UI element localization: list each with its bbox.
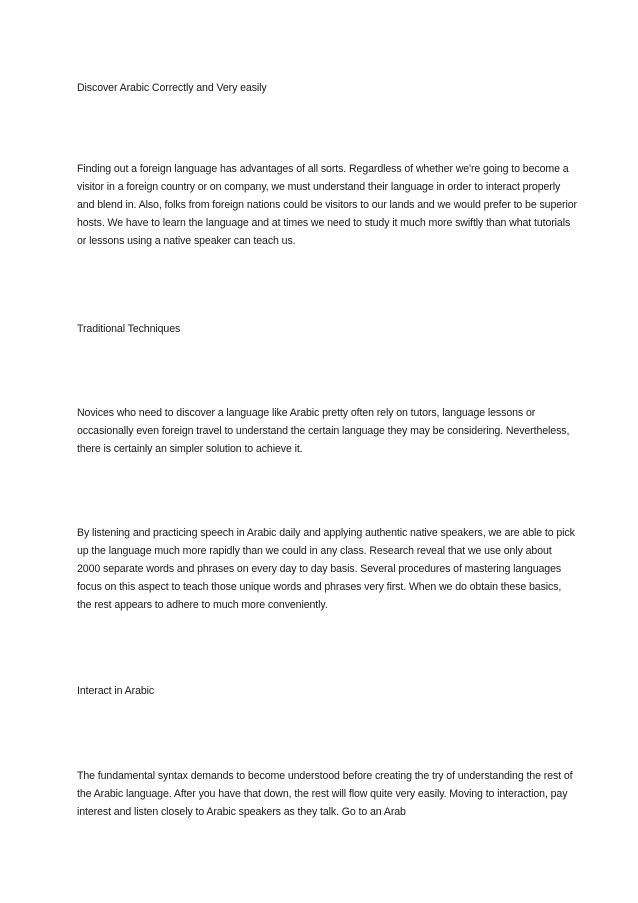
paragraph-intro: Finding out a foreign language has advantages of all sorts. Regardless of whether we're going to become a visitor in a foreign country or on company, we must understand their language in order to interact properly and blend in. Also, folks from foreign nations could be visitors to our lands and we would prefer to be superior hosts. We have to learn the language and at times we need to study it much more swiftly than what tutorials or lessons using a native speaker can teach us. [77, 163, 577, 247]
paragraph-syntax: The fundamental syntax demands to become understood before creating the try of understanding the rest of the Arabic language. After you have that down, the rest will flow quite very easily. Moving to interaction, pay interest and listen closely to Arabic speakers as they talk. Go to an Arab [77, 770, 573, 818]
heading-interact-in-arabic: Interact in Arabic [77, 685, 155, 697]
document-title: Discover Arabic Correctly and Very easily [77, 82, 267, 94]
paragraph-listening: By listening and practicing speech in Arabic daily and applying authentic native speakers, we are able to pick up the language much more rapidly than we could in any class. Research reveal that we use only about 2000 separate words and phrases on every day to day basis. Several procedures of mastering languages focus on this aspect to teach those unique words and phrases very first. When we do obtain these basics, the rest appears to adhere to much more conveniently. [77, 527, 575, 611]
heading-traditional-techniques: Traditional Techniques [77, 323, 181, 335]
paragraph-novices: Novices who need to discover a language like Arabic pretty often rely on tutors, language lessons or occasionally even foreign travel to understand the certain language they may be considering. Nevertheless, there is certainly an simpler solution to achieve it. [77, 407, 570, 455]
